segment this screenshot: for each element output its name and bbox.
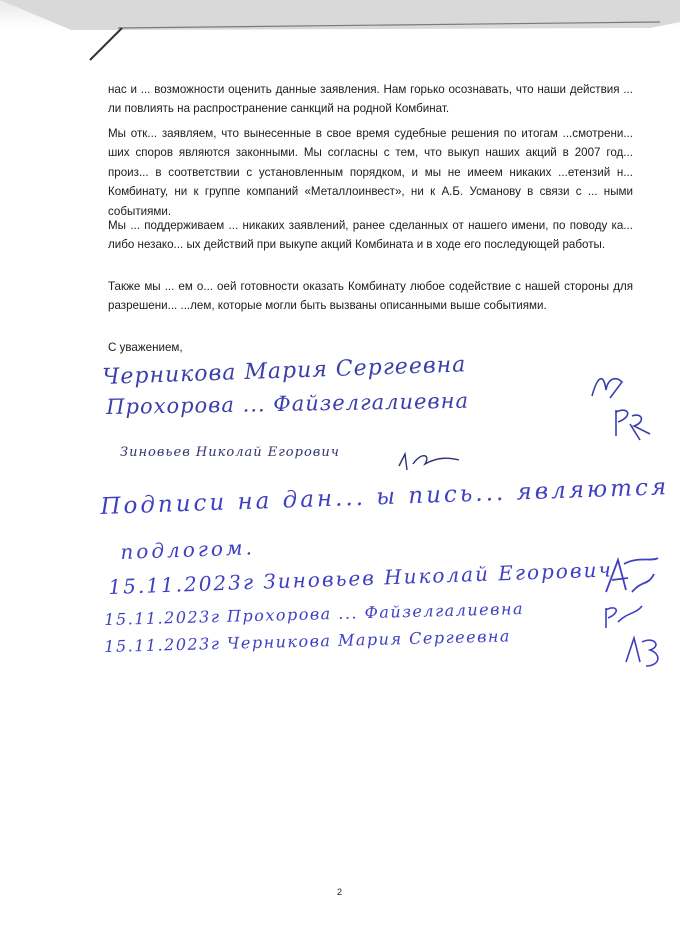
paragraph-1: нас и ... возможности оценить данные заявления. Нам горько осознавать, что наши действия ... ли повлиять на распространение санкций на родной Комбинат.	[108, 83, 633, 116]
page-number: 2	[337, 887, 343, 897]
greeting: С уважением,	[108, 341, 183, 354]
signature-mark-1	[588, 372, 628, 402]
handwritten-signature-line-3: Зиновьев Николай Егорович	[120, 445, 340, 460]
handwritten-note-line-1: Подписи на дан... ы пись... являются	[100, 474, 670, 520]
handwritten-dated-line-1: 15.11.2023г Зиновьев Николай Егорович	[108, 557, 614, 599]
handwritten-signature-line-1: Черникова Мария Сергеевна	[102, 352, 467, 390]
handwritten-dated-line-3: 15.11.2023г Черникова Мария Сергеевна	[104, 626, 512, 656]
fold-mark	[86, 26, 126, 62]
handwritten-dated-line-2: 15.11.2023г Прохорова ... Файзелгалиевна	[104, 599, 525, 629]
signature-mark-6	[620, 632, 668, 672]
paragraph-2: Мы отк... заявляем, что вынесенные в свое время судебные решения по итогам ...смотрени... ших споров являются законными. Мы согласны с тем, что выкуп наших акций в 2007 год... произ... в соответствии с установленным порядком, и мы не имеем никаких ...етензий н... Комбинату, ни к группе компаний «Металлоинвест», ни к А.Б. Усманову в связи с ... ными событиями.	[108, 127, 633, 218]
paragraph-4: Также мы ... ем о... оей готовности оказать Комбинату любое содействие с нашей стороны для разрешени... ...лем, которые могли быть вызваны описанными выше событиями.	[108, 280, 633, 313]
paragraph-3: Мы ... поддерживаем ... никаких заявлений, ранее сделанных от нашего имени, по поводу ка... либо незако... ых действий при выкупе акций Комбината и в ходе его последующей работы.	[108, 219, 633, 252]
signature-mark-4	[598, 552, 662, 602]
signature-mark-3	[395, 448, 465, 474]
signature-mark-5	[602, 602, 646, 632]
handwritten-note-line-2: подлогом.	[120, 535, 256, 564]
handwritten-signature-line-2: Прохорова ... Файзелгалиевна	[106, 388, 470, 419]
signature-mark-2	[610, 404, 654, 444]
